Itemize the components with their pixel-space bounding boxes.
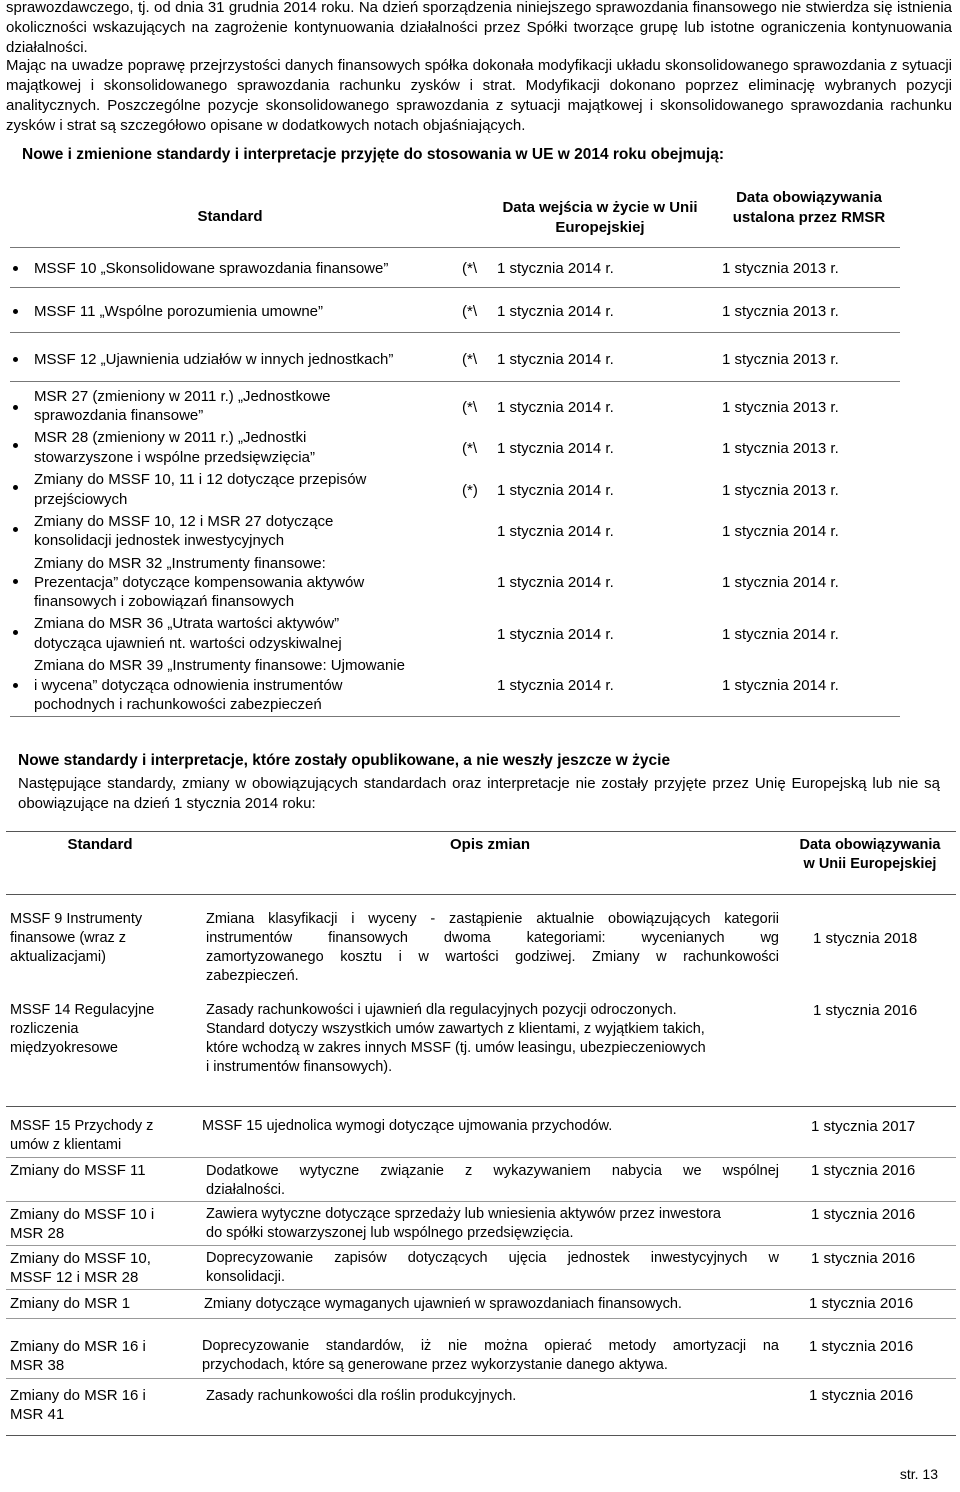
s2-row-standard: Zmiany do MSR 16 i bbox=[10, 1387, 146, 1404]
s2-row-standard: Zmiany do MSR 1 bbox=[10, 1295, 131, 1312]
s2-row-desc: Zasady rachunkowości i ujawnień dla regulacyjnych pozycji odroczonych. bbox=[206, 1002, 677, 1018]
s1-row-standard-l2: przejściowych bbox=[34, 491, 128, 508]
s1-row-standard-l1: Zmiany do MSSF 10, 12 i MSR 27 dotyczące bbox=[34, 513, 334, 530]
s2-row-date: 1 stycznia 2016 bbox=[813, 1002, 918, 1019]
s1-row-rmsr: 1 stycznia 2014 r. bbox=[722, 523, 839, 540]
s2-row-desc: instrumentów finansowych dwoma kategoriami: wycenianych wg bbox=[206, 930, 779, 946]
s2-row-standard: Zmiany do MSR 16 i bbox=[10, 1338, 146, 1355]
s2-row-desc: zabezpieczeń. bbox=[206, 968, 299, 984]
s2-row-desc: Dodatkowe wytyczne związanie z wykazywaniem nabycia we wspólnej bbox=[206, 1163, 779, 1179]
row-rule bbox=[10, 332, 900, 333]
s2-row-standard: MSSF 9 Instrumenty bbox=[10, 911, 143, 927]
s2-row-desc: Standard dotyczy wszystkich umów zawartych z klientami, z wyjątkiem takich, bbox=[206, 1021, 705, 1037]
s2-rule bbox=[6, 1106, 956, 1107]
s1-row-mark: (*) bbox=[462, 482, 478, 499]
bullet-icon bbox=[13, 485, 18, 490]
s1-row-standard: MSSF 10 „Skonsolidowane sprawozdania finansowe” bbox=[34, 260, 389, 277]
bullet-icon bbox=[13, 630, 18, 635]
s1-row-mark: (*\ bbox=[462, 440, 477, 457]
s1-row-mark: (*\ bbox=[462, 260, 477, 277]
s2-rule bbox=[6, 1157, 956, 1158]
row-rule bbox=[10, 287, 900, 288]
s2-row-standard: Zmiany do MSSF 11 bbox=[10, 1162, 146, 1179]
s2-row-standard: międzyokresowe bbox=[10, 1040, 118, 1056]
s2-row-standard: MSR 38 bbox=[10, 1357, 65, 1374]
s2-row-date: 1 stycznia 2016 bbox=[809, 1295, 914, 1312]
s1-row-rmsr: 1 stycznia 2013 r. bbox=[722, 399, 839, 416]
s2-row-desc: Zasady rachunkowości dla roślin produkcyjnych. bbox=[206, 1388, 517, 1404]
s1-row-eu: 1 stycznia 2014 r. bbox=[497, 303, 614, 320]
s2-row-desc: Zmiany dotyczące wymaganych ujawnień w sprawozdaniach finansowych. bbox=[204, 1296, 682, 1312]
s1-row-standard-l2: Prezentacja” dotyczące kompensowania aktywów bbox=[34, 574, 365, 591]
s2-row-desc: MSSF 15 ujednolica wymogi dotyczące ujmowania przychodów. bbox=[202, 1118, 613, 1134]
s2-row-date: 1 stycznia 2016 bbox=[809, 1387, 914, 1404]
s1-row-rmsr: 1 stycznia 2013 r. bbox=[722, 482, 839, 499]
bullet-icon bbox=[13, 579, 18, 584]
s2-rule bbox=[6, 1378, 956, 1379]
row-rule bbox=[10, 381, 900, 382]
table-bottom-rule bbox=[10, 716, 900, 717]
s2-col-date-l2: w Unii Europejskiej bbox=[803, 856, 937, 872]
s2-row-date: 1 stycznia 2018 bbox=[813, 930, 918, 947]
s2-header-bottom-rule bbox=[6, 894, 956, 895]
s2-row-standard: aktualizacjami) bbox=[10, 949, 106, 965]
bullet-icon bbox=[13, 527, 18, 532]
s2-row-desc: Zmiana klasyfikacji i wyceny - zastąpienie aktualnie obowiązujących kategorii bbox=[206, 911, 779, 927]
s1-row-standard-l2: dotycząca ujawnień nt. wartości odzyskiwalnej bbox=[34, 635, 342, 652]
s1-row-standard-l3: finansowych i zobowiązań finansowych bbox=[34, 593, 295, 610]
s2-row-date: 1 stycznia 2016 bbox=[809, 1338, 914, 1355]
s1-row-rmsr: 1 stycznia 2013 r. bbox=[722, 440, 839, 457]
s2-rule bbox=[6, 1245, 956, 1246]
s2-row-standard: MSSF 15 Przychody z bbox=[10, 1118, 154, 1134]
s2-row-standard: MSR 41 bbox=[10, 1406, 65, 1423]
section2-heading: Nowe standardy i interpretacje, które zostały opublikowane, a nie weszły jeszcze w życie bbox=[18, 752, 671, 769]
s2-row-desc: Zawiera wytyczne dotyczące sprzedaży lub wniesienia aktywów przez inwestora bbox=[206, 1206, 721, 1222]
s1-row-mark: (*\ bbox=[462, 399, 477, 416]
s1-row-standard-l1: Zmiana do MSR 39 „Instrumenty finansowe: Ujmowanie bbox=[34, 657, 405, 674]
s1-row-rmsr: 1 stycznia 2013 r. bbox=[722, 260, 839, 277]
s2-row-desc: konsolidacji. bbox=[206, 1269, 285, 1285]
intro-paragraph-1: sprawozdawczego, tj. od dnia 31 grudnia 2014 roku. Na dzień sporządzenia niniejszego sprawozdania finansowego nie stwierdza się istnienia okoliczności wskazujących na zagrożenie kontynuowania działalności przez Spółki tworzące grupę lub istotne ograniczenia kontynuowania działalności. bbox=[6, 0, 952, 56]
s1-row-mark: (*\ bbox=[462, 303, 477, 320]
page-number: str. 13 bbox=[899, 1466, 938, 1482]
s1-row-standard-l1: MSR 28 (zmieniony w 2011 r.) „Jednostki bbox=[34, 429, 307, 446]
bullet-icon bbox=[13, 309, 18, 314]
s2-bottom-rule bbox=[6, 1435, 956, 1436]
s1-row-eu: 1 stycznia 2014 r. bbox=[497, 440, 614, 457]
s1-col-eu: Data wejścia w życie w Unii Europejskiej bbox=[502, 199, 698, 236]
s2-row-standard: Zmiany do MSSF 10 i bbox=[10, 1206, 155, 1223]
s1-row-standard: MSSF 11 „Wspólne porozumienia umowne” bbox=[34, 303, 324, 320]
s1-row-mark: (*\ bbox=[462, 351, 477, 368]
s1-row-standard-l2: stowarzyszone i wspólne przedsięwzięcia” bbox=[34, 449, 315, 466]
s1-row-standard-l1: Zmiana do MSR 36 „Utrata wartości aktywów” bbox=[34, 615, 340, 632]
s1-row-eu: 1 stycznia 2014 r. bbox=[497, 482, 614, 499]
s2-row-date: 1 stycznia 2017 bbox=[811, 1118, 916, 1135]
s1-row-eu: 1 stycznia 2014 r. bbox=[497, 351, 614, 368]
s2-row-desc: i instrumentów finansowych). bbox=[206, 1059, 393, 1075]
s2-row-standard: Zmiany do MSSF 10, bbox=[10, 1250, 151, 1267]
s1-row-standard-l2: sprawozdania finansowe” bbox=[34, 407, 204, 424]
s1-row-rmsr: 1 stycznia 2014 r. bbox=[722, 677, 839, 694]
s2-row-desc: działalności. bbox=[206, 1182, 285, 1198]
s2-row-desc: Doprecyzowanie standardów, iż nie można opierać metody amortyzacji na bbox=[202, 1338, 779, 1354]
s1-row-standard-l2: i wycena” dotycząca odnowienia instrumentów bbox=[34, 677, 343, 694]
section1-heading: Nowe i zmienione standardy i interpretacje przyjęte do stosowania w UE w 2014 roku obejmują: bbox=[22, 146, 724, 163]
s2-row-desc: zamortyzowanego kosztu i w wartości godziwej. Zmiany w rachunkowości bbox=[206, 949, 779, 965]
section2-intro: Następujące standardy, zmiany w obowiązujących standardach oraz interpretacje nie zostały przyjęte przez Unię Europejską lub nie są obowiązujące na dzień 1 stycznia 2014 roku: bbox=[18, 775, 940, 812]
s1-row-standard-l1: Zmiany do MSSF 10, 11 i 12 dotyczące przepisów bbox=[34, 471, 367, 488]
bullet-icon bbox=[13, 683, 18, 688]
s1-row-rmsr: 1 stycznia 2013 r. bbox=[722, 303, 839, 320]
s2-col-standard: Standard bbox=[67, 836, 133, 853]
s1-row-eu: 1 stycznia 2014 r. bbox=[497, 260, 614, 277]
s2-row-date: 1 stycznia 2016 bbox=[811, 1162, 916, 1179]
s1-col-rmsr: Data obowiązywania ustalona przez RMSR bbox=[732, 189, 886, 226]
bullet-icon bbox=[13, 266, 18, 271]
s2-row-standard: umów z klientami bbox=[10, 1137, 122, 1153]
bullet-icon bbox=[13, 357, 18, 362]
s2-row-standard: MSSF 12 i MSR 28 bbox=[10, 1269, 139, 1286]
s1-row-standard-l3: pochodnych i rachunkowości zabezpieczeń bbox=[34, 696, 322, 713]
s2-row-standard: MSR 28 bbox=[10, 1225, 65, 1242]
s2-row-standard: finansowe (wraz z bbox=[10, 930, 127, 946]
s2-col-desc: Opis zmian bbox=[449, 836, 531, 853]
s2-rule bbox=[6, 1289, 956, 1290]
s2-row-desc: które wchodzą w zakres innych MSSF (tj. umów leasingu, ubezpieczeniowych bbox=[206, 1040, 706, 1056]
s1-row-rmsr: 1 stycznia 2014 r. bbox=[722, 626, 839, 643]
s1-row-rmsr: 1 stycznia 2013 r. bbox=[722, 351, 839, 368]
s1-col-standard: Standard bbox=[197, 208, 263, 225]
s1-row-eu: 1 stycznia 2014 r. bbox=[497, 677, 614, 694]
s2-row-desc: przychodach, które są generowane przez wykorzystanie danego aktywa. bbox=[202, 1357, 668, 1373]
s1-row-eu: 1 stycznia 2014 r. bbox=[497, 523, 614, 540]
bullet-icon bbox=[13, 443, 18, 448]
s1-row-standard-l1: Zmiany do MSR 32 „Instrumenty finansowe: bbox=[34, 555, 326, 572]
s2-rule bbox=[6, 1318, 956, 1319]
s1-header-rule bbox=[10, 247, 900, 248]
s2-header-top-rule bbox=[6, 831, 956, 832]
s2-row-desc: Doprecyzowanie zapisów dotyczących ujęcia jednostek inwestycyjnych w bbox=[206, 1250, 779, 1266]
s1-row-standard-l2: konsolidacji jednostek inwestycyjnych bbox=[34, 532, 285, 549]
s1-row-standard: MSSF 12 „Ujawnienia udziałów w innych jednostkach” bbox=[34, 351, 394, 368]
s1-row-eu: 1 stycznia 2014 r. bbox=[497, 399, 614, 416]
s1-row-eu: 1 stycznia 2014 r. bbox=[497, 626, 614, 643]
s2-row-date: 1 stycznia 2016 bbox=[811, 1250, 916, 1267]
s2-col-date-l1: Data obowiązywania bbox=[799, 837, 941, 853]
s2-rule bbox=[6, 1201, 956, 1202]
s1-row-eu: 1 stycznia 2014 r. bbox=[497, 574, 614, 591]
s2-row-desc: do spółki stowarzyszonej lub wspólnego przedsięwzięcia. bbox=[206, 1225, 574, 1241]
s1-row-rmsr: 1 stycznia 2014 r. bbox=[722, 574, 839, 591]
bullet-icon bbox=[13, 405, 18, 410]
intro-paragraph-2: Mając na uwadze poprawę przejrzystości danych finansowych spółka dokonała modyfikacji układu skonsolidowanego sprawozdania z sytuacji majątkowej i skonsolidowanego sprawozdania rachunku zysków i strat. Modyfikacji dokonano poprzez eliminację wybranych pozycji analitycznych. Poszczególne pozycje skonsolidowanego sprawozdania z sytuacji majątkowej i skonsolidowanego sprawozdania rachunku zysków i strat są szczegółowo opisane w dodatkowych notach objaśniających. bbox=[6, 57, 952, 134]
s2-row-date: 1 stycznia 2016 bbox=[811, 1206, 916, 1223]
s2-row-standard: rozliczenia bbox=[10, 1021, 79, 1037]
s2-row-standard: MSSF 14 Regulacyjne bbox=[10, 1002, 155, 1018]
s1-row-standard-l1: MSR 27 (zmieniony w 2011 r.) „Jednostkowe bbox=[34, 388, 331, 405]
